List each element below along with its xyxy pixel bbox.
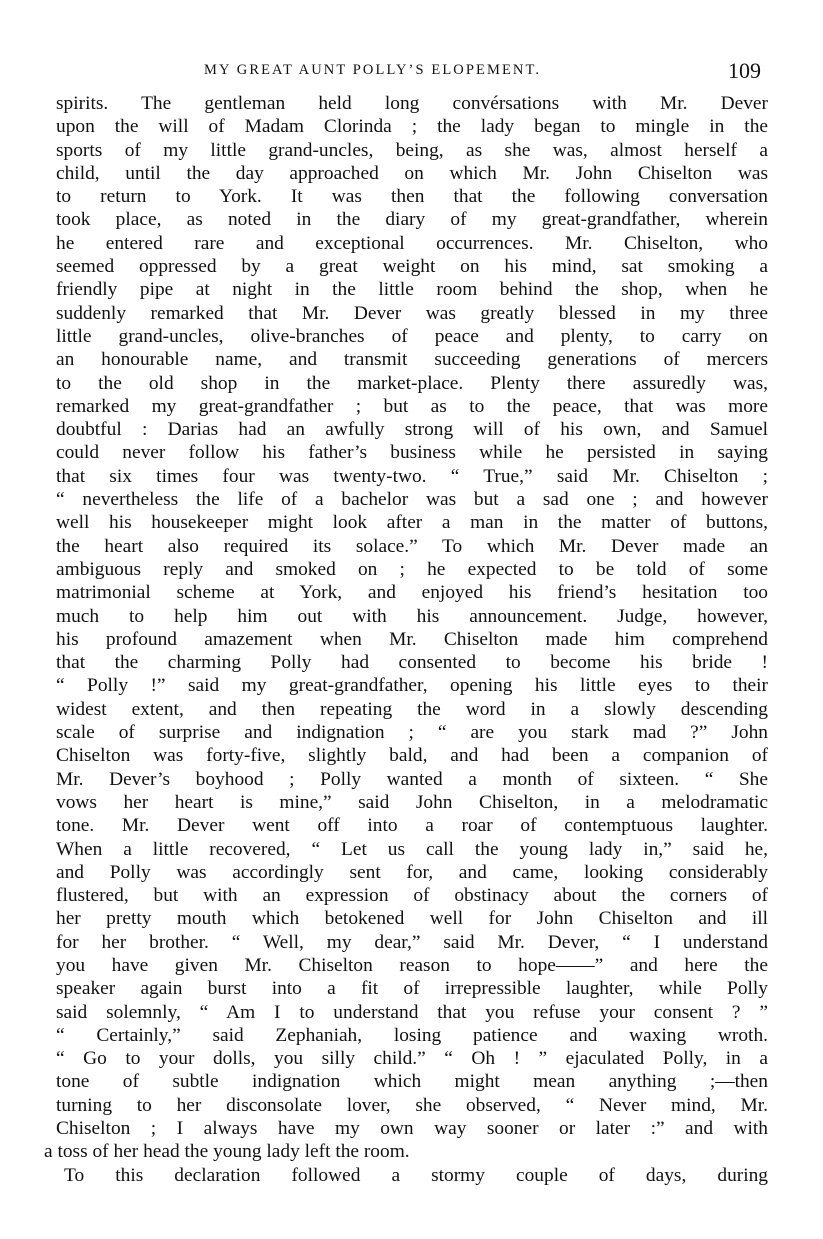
- text-line: much to help him out with his announcement. Judge, however,: [56, 605, 768, 627]
- text-line: “ Go to your dolls, you silly child.” “ Oh ! ” ejaculated Polly, in a: [56, 1048, 768, 1070]
- text-line: his profound amazement when Mr. Chiselton made him comprehend: [56, 628, 768, 650]
- text-line: scale of surprise and indignation ; “ are you stark mad ?” John: [56, 722, 768, 744]
- text-line: seemed oppressed by a great weight on his mind, sat smoking a: [56, 256, 768, 278]
- running-head: [0, 60, 823, 86]
- text-line: spirits. The gentleman held long convérsations with Mr. Dever: [56, 93, 768, 114]
- text-line: you have given Mr. Chiselton reason to hope——” and here the: [56, 954, 768, 976]
- text-line: Chiselton was forty-five, slightly bald, and had been a companion of: [56, 745, 768, 767]
- text-line: her pretty mouth which betokened well for John Chiselton and ill: [56, 908, 768, 930]
- text-line: “ Certainly,” said Zephaniah, losing patience and waxing wroth.: [56, 1024, 768, 1046]
- text-line: tone of subtle indignation which might mean anything ;—then: [56, 1071, 768, 1093]
- text-line: Chiselton ; I always have my own way sooner or later :” and with: [56, 1118, 768, 1140]
- text-line: an honourable name, and transmit succeeding generations of mercers: [56, 349, 768, 371]
- text-line: and Polly was accordingly sent for, and came, looking considerably: [56, 861, 768, 883]
- text-line: a toss of her head the young lady left the room.: [44, 1141, 410, 1163]
- text-line: well his housekeeper might look after a man in the matter of buttons,: [56, 512, 768, 534]
- text-line: could never follow his father’s business while he persisted in saying: [56, 442, 768, 464]
- text-line: friendly pipe at night in the little room behind the shop, when he: [56, 279, 768, 301]
- text-line: widest extent, and then repeating the word in a slowly descending: [56, 698, 768, 720]
- text-line: speaker again burst into a fit of irrepressible laughter, while Polly: [56, 978, 768, 1000]
- text-line: suddenly remarked that Mr. Dever was greatly blessed in my three: [56, 302, 768, 324]
- text-line: When a little recovered, “ Let us call the young lady in,” said he,: [56, 838, 768, 860]
- text-line: to the old shop in the market-place. Plenty there assuredly was,: [56, 372, 768, 394]
- text-line: doubtful : Darias had an awfully strong will of his own, and Samuel: [56, 419, 768, 441]
- running-title: MY GREAT AUNT POLLY’S ELOPEMENT.: [204, 62, 542, 78]
- text-line: tone. Mr. Dever went off into a roar of contemptuous laughter.: [56, 815, 768, 837]
- text-line: took place, as noted in the diary of my great-grandfather, wherein: [56, 209, 768, 231]
- text-line: Mr. Dever’s boyhood ; Polly wanted a month of sixteen. “ She: [56, 768, 768, 790]
- page-number: 109: [728, 58, 761, 83]
- text-line: the heart also required its solace.” To which Mr. Dever made an: [56, 535, 768, 557]
- text-line: that six times four was twenty-two. “ True,” said Mr. Chiselton ;: [56, 465, 768, 487]
- text-line: said solemnly, “ Am I to understand that you refuse your consent ? ”: [56, 1001, 768, 1023]
- text-line: sports of my little grand-uncles, being, as she was, almost herself a: [56, 139, 768, 161]
- text-line: little grand-uncles, olive-branches of peace and plenty, to carry on: [56, 325, 768, 347]
- text-line: “ nevertheless the life of a bachelor was but a sad one ; and however: [56, 489, 768, 511]
- text-line: remarked my great-grandfather ; but as to the peace, that was more: [56, 395, 768, 417]
- text-line: child, until the day approached on which Mr. John Chiselton was: [56, 162, 768, 184]
- text-line: turning to her disconsolate lover, she observed, “ Never mind, Mr.: [56, 1094, 768, 1116]
- text-line: flustered, but with an expression of obstinacy about the corners of: [56, 885, 768, 907]
- text-line: vows her heart is mine,” said John Chiselton, in a melodramatic: [56, 791, 768, 813]
- text-line: ambiguous reply and smoked on ; he expected to be told of some: [56, 558, 768, 580]
- body-text: [44, 92, 768, 1187]
- text-line: for her brother. “ Well, my dear,” said Mr. Dever, “ I understand: [56, 931, 768, 953]
- text-line: upon the will of Madam Clorinda ; the lady began to mingle in the: [56, 116, 768, 138]
- text-line: matrimonial scheme at York, and enjoyed his friend’s hesitation too: [56, 582, 768, 604]
- text-line: that the charming Polly had consented to become his bride !: [56, 652, 768, 674]
- text-line: to return to York. It was then that the following conversation: [56, 186, 768, 208]
- text-line: “ Polly !” said my great-grandfather, opening his little eyes to their: [56, 675, 768, 697]
- text-line: he entered rare and exceptional occurrences. Mr. Chiselton, who: [56, 232, 768, 254]
- paragraph-start-line: To this declaration followed a stormy couple of days, during: [64, 1164, 768, 1186]
